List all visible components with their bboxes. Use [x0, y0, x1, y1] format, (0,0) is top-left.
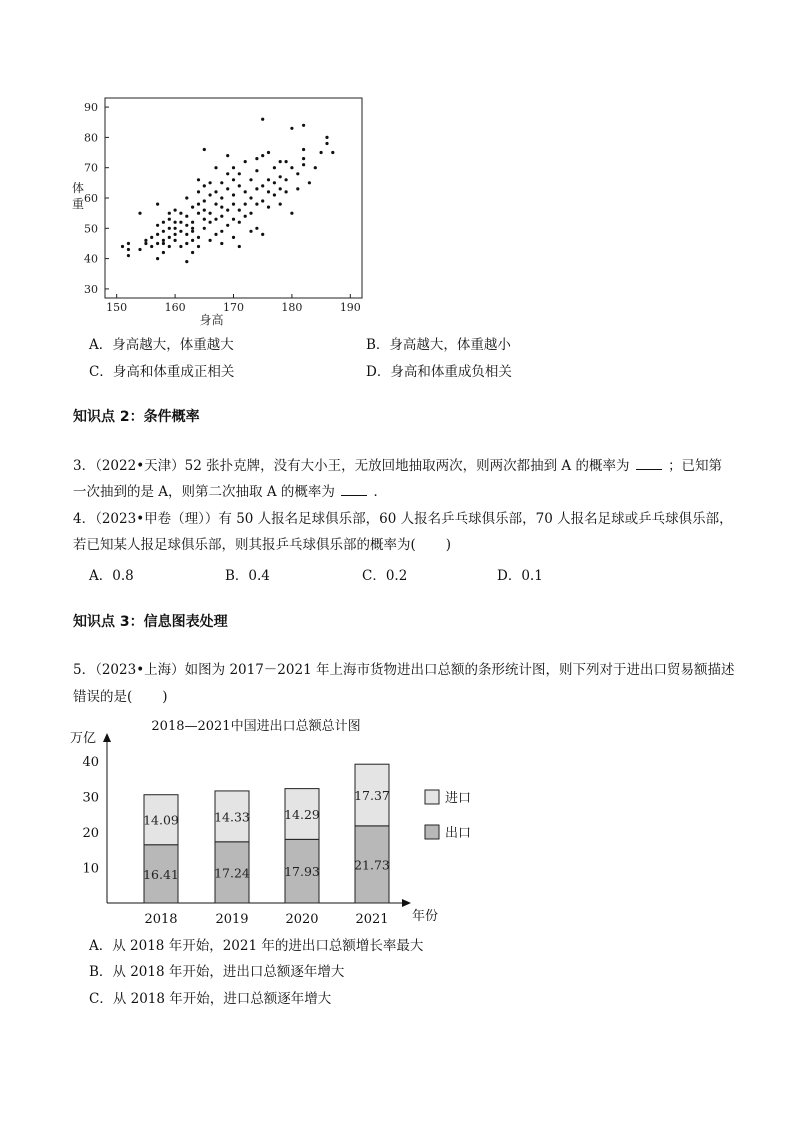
option-d: D．身高和体重成负相关 [366, 364, 512, 380]
scatter-point [279, 160, 282, 163]
scatter-point [232, 166, 235, 169]
scatter-point [179, 245, 182, 248]
scatter-point [279, 187, 282, 190]
legend-label: 进口 [445, 791, 472, 806]
y-axis-label: 万亿 [70, 731, 97, 746]
scatter-figure [70, 88, 370, 328]
scatter-point [302, 157, 305, 160]
q5-option-c: C．从 2018 年开始，进口总额逐年增大 [89, 991, 332, 1007]
scatter-point [162, 251, 165, 254]
scatter-point [203, 218, 206, 221]
scatter-point [267, 178, 270, 181]
question-4-line-2 [73, 536, 451, 554]
scatter-point [226, 187, 229, 190]
scatter-point [249, 178, 252, 181]
scatter-point [226, 209, 229, 212]
scatter-point [174, 221, 177, 224]
scatter-point [285, 160, 288, 163]
bar-value-label: 21.73 [354, 857, 390, 873]
y-tick-label: 20 [82, 826, 99, 841]
scatter-point [296, 172, 299, 175]
scatter-point [261, 154, 264, 157]
scatter-point [220, 181, 223, 184]
scatter-point [261, 233, 264, 236]
scatter-point [244, 203, 247, 206]
scatter-point [191, 251, 194, 254]
y-axis-label: 体 [71, 181, 85, 195]
question-5-text: 错误的是( [73, 689, 133, 705]
scatter-point [261, 118, 264, 121]
scatter-point [203, 199, 206, 202]
scatter-point [203, 227, 206, 230]
section-heading-conditional-probability: 知识点 2：条件概率 [73, 409, 200, 425]
scatter-point [197, 190, 200, 193]
scatter-point [226, 224, 229, 227]
question-3-line-1 [73, 457, 722, 475]
scatter-point [232, 218, 235, 221]
scatter-point [156, 233, 159, 236]
scatter-point [220, 230, 223, 233]
scatter-point [255, 227, 258, 230]
scatter-point [232, 203, 235, 206]
x-tick-label: 160 [164, 301, 186, 314]
scatter-point [197, 203, 200, 206]
scatter-point [255, 187, 258, 190]
scatter-point [144, 239, 147, 242]
scatter-point [261, 184, 264, 187]
scatter-point [185, 224, 188, 227]
question-3-text-c: 一次抽到的是 A，则第二次抽取 A 的概率为 [73, 484, 335, 500]
scatter-point [179, 221, 182, 224]
scatter-point [279, 175, 282, 178]
scatter-point [174, 209, 177, 212]
question-3-text-b: ；已知第 [668, 458, 723, 474]
scatter-point [144, 242, 147, 245]
scatter-point [168, 227, 171, 230]
scatter-point [238, 172, 241, 175]
x-tick-label: 2021 [355, 912, 389, 927]
answer-blank-1[interactable] [636, 457, 662, 470]
scatter-point [197, 178, 200, 181]
bar-chart [70, 712, 490, 934]
bar-value-label: 17.37 [354, 788, 390, 804]
scatter-point [226, 172, 229, 175]
x-axis-label: 年份 [412, 909, 439, 924]
scatter-point [220, 242, 223, 245]
scatter-point [220, 206, 223, 209]
question-3-text-a: 3．（2022•天津）52 张扑克牌，没有大小王，无放回地抽取两次，则两次都抽到 A 的概率为 [73, 458, 630, 474]
scatter-point [162, 239, 165, 242]
y-axis-label: 重 [71, 197, 85, 211]
question-5-line-2 [73, 688, 168, 706]
scatter-point [238, 209, 241, 212]
scatter-point [150, 245, 153, 248]
scatter-point [325, 142, 328, 145]
scatter-point [168, 212, 171, 215]
scatter-point [203, 209, 206, 212]
x-tick-label: 2020 [285, 912, 319, 927]
scatter-point [232, 178, 235, 181]
scatter-point [249, 196, 252, 199]
scatter-point [156, 203, 159, 206]
scatter-point [127, 248, 130, 251]
scatter-point [209, 181, 212, 184]
legend-label: 出口 [445, 826, 472, 841]
scatter-point [191, 239, 194, 242]
scatter-point [191, 230, 194, 233]
scatter-point [197, 236, 200, 239]
y-tick-label: 30 [82, 790, 99, 806]
scatter-point [320, 151, 323, 154]
q4-option-c: C．0.2 [362, 568, 408, 584]
y-tick-label: 10 [82, 861, 99, 877]
scatter-point [209, 221, 212, 224]
scatter-point [244, 215, 247, 218]
question-4-line-1: 4．（2023•甲卷（理））有 50 人报名足球俱乐部，60 人报名乒乓球俱乐部，70 人报名足球或乒乓球俱乐部， [73, 511, 733, 527]
scatter-point [238, 221, 241, 224]
x-tick-label: 150 [106, 301, 128, 314]
scatter-point [214, 218, 217, 221]
scatter-chart [70, 88, 370, 328]
scatter-point [238, 245, 241, 248]
scatter-point [273, 166, 276, 169]
scatter-point [331, 151, 334, 154]
scatter-point [232, 236, 235, 239]
legend-swatch [425, 825, 439, 839]
scatter-point [279, 203, 282, 206]
answer-blank-2[interactable] [341, 483, 367, 496]
scatter-point [203, 184, 206, 187]
scatter-point [285, 190, 288, 193]
scatter-point [255, 157, 258, 160]
section-heading-chart-processing: 知识点 3：信息图表处理 [73, 614, 228, 630]
option-a: A．身高越大，体重越大 [89, 337, 234, 353]
plot-frame [105, 98, 362, 298]
bar-value-label: 16.41 [143, 866, 179, 882]
scatter-point [244, 160, 247, 163]
scatter-point [209, 212, 212, 215]
scatter-point [214, 203, 217, 206]
bar-figure [70, 712, 490, 934]
chart-title: 2018—2021中国进出口总额总计图 [151, 719, 361, 734]
scatter-point [244, 190, 247, 193]
scatter-point [168, 218, 171, 221]
q4-option-d: D．0.1 [497, 568, 543, 584]
scatter-point [290, 166, 293, 169]
scatter-point [156, 242, 159, 245]
question-5-line-1: 5．（2023•上海）如图为 2017－2021 年上海市货物进出口总额的条形统计图，则下列对于进出口贸易额描述 [73, 662, 735, 678]
scatter-point [162, 230, 165, 233]
scatter-point [273, 193, 276, 196]
q5-option-b: B．从 2018 年开始，进出口总额逐年增大 [89, 964, 345, 980]
x-axis-arrow [402, 899, 411, 907]
y-tick-label: 70 [84, 161, 98, 175]
x-tick-label: 2018 [144, 912, 178, 927]
x-tick-label: 170 [223, 301, 244, 314]
bar-value-label: 17.24 [214, 865, 250, 881]
scatter-point [255, 203, 258, 206]
scatter-point [191, 221, 194, 224]
q5-option-a: A．从 2018 年开始，2021 年的进出口总额增长率最大 [89, 938, 424, 954]
scatter-point [127, 242, 130, 245]
scatter-point [185, 215, 188, 218]
scatter-point [209, 193, 212, 196]
scatter-point [214, 190, 217, 193]
scatter-point [197, 212, 200, 215]
y-tick-label: 60 [84, 192, 98, 205]
scatter-point [162, 221, 165, 224]
legend-swatch [425, 790, 439, 804]
scatter-point [138, 212, 141, 215]
option-c: C．身高和体重成正相关 [89, 364, 235, 380]
scatter-point [296, 187, 299, 190]
scatter-point [197, 245, 200, 248]
scatter-point [267, 190, 270, 193]
q4-option-b: B．0.4 [225, 568, 270, 584]
scatter-point [302, 163, 305, 166]
bar-value-label: 14.33 [214, 809, 250, 825]
scatter-point [127, 254, 130, 257]
y-tick-label: 40 [84, 252, 98, 266]
bar-value-label: 14.29 [284, 806, 320, 822]
scatter-point [325, 136, 328, 139]
y-axis-arrow [103, 733, 111, 742]
option-b: B．身高越大，体重越小 [366, 337, 511, 353]
q4-option-a: A．0.8 [89, 568, 134, 584]
scatter-point [156, 257, 159, 260]
scatter-point [209, 239, 212, 242]
bar-value-label: 14.09 [143, 812, 179, 828]
scatter-point [185, 260, 188, 263]
scatter-point [185, 196, 188, 199]
question-5-paren-close: ) [162, 689, 168, 705]
scatter-point [174, 227, 177, 230]
x-tick-label: 190 [339, 301, 361, 314]
scatter-point [168, 245, 171, 248]
scatter-point [273, 181, 276, 184]
scatter-point [255, 169, 258, 172]
scatter-point [302, 148, 305, 151]
scatter-point [174, 233, 177, 236]
scatter-point [156, 224, 159, 227]
scatter-point [232, 193, 235, 196]
bar-value-label: 17.93 [284, 864, 320, 880]
scatter-point [138, 248, 141, 251]
scatter-point [238, 184, 241, 187]
scatter-point [285, 178, 288, 181]
scatter-point [214, 233, 217, 236]
scatter-point [290, 127, 293, 130]
scatter-point [174, 239, 177, 242]
scatter-point [191, 206, 194, 209]
scatter-point [185, 242, 188, 245]
y-tick-label: 40 [82, 755, 99, 770]
scatter-point [226, 154, 229, 157]
scatter-point [290, 212, 293, 215]
y-tick-label: 50 [84, 222, 98, 236]
scatter-point [220, 196, 223, 199]
scatter-point [220, 215, 223, 218]
scatter-point [121, 245, 124, 248]
x-tick-label: 2019 [215, 912, 249, 927]
question-3-line-2 [73, 483, 387, 501]
scatter-point [267, 206, 270, 209]
scatter-point [314, 166, 317, 169]
scatter-point [185, 233, 188, 236]
scatter-point [179, 230, 182, 233]
question-4-paren-close: ) [445, 537, 452, 553]
y-tick-label: 80 [84, 131, 98, 145]
x-tick-label: 180 [281, 301, 303, 314]
scatter-point [249, 212, 252, 215]
scatter-point [162, 242, 165, 245]
scatter-point [261, 199, 264, 202]
scatter-point [308, 181, 311, 184]
y-tick-label: 30 [84, 282, 98, 296]
scatter-point [267, 151, 270, 154]
y-tick-label: 90 [84, 101, 98, 115]
scatter-point [203, 148, 206, 151]
scatter-point [302, 124, 305, 127]
scatter-point [168, 236, 171, 239]
question-4-text: 若已知某人报足球俱乐部，则其报乒乓球俱乐部的概率为( [73, 537, 416, 553]
scatter-point [191, 227, 194, 230]
question-3-text-d: ． [373, 484, 387, 500]
scatter-point [150, 236, 153, 239]
scatter-point [179, 212, 182, 215]
scatter-point [214, 166, 217, 169]
x-axis-label: 身高 [199, 313, 224, 327]
scatter-point [249, 230, 252, 233]
